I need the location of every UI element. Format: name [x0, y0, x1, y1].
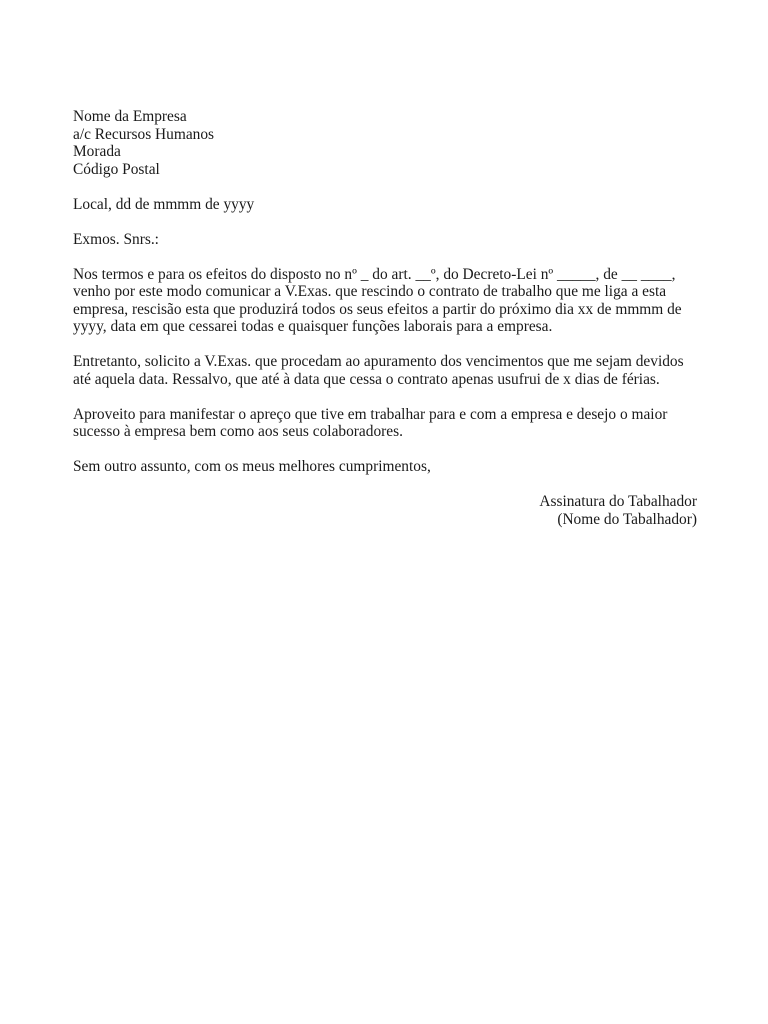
- spacer: [73, 476, 697, 494]
- closing-line: Sem outro assunto, com os meus melhores cumprimentos,: [73, 458, 431, 475]
- signature-block: [73, 493, 697, 528]
- recipient-address: Morada: [73, 143, 121, 160]
- spacer: [73, 213, 697, 231]
- paragraph-appreciation: [73, 406, 697, 441]
- paragraph-line: yyyy, data em que cessarei todas e quaisquer funções laborais para a empresa.: [73, 318, 553, 335]
- recipient-attention: a/c Recursos Humanos: [73, 125, 215, 143]
- recipient-postal-code: Código Postal: [73, 160, 160, 178]
- date-line: Local, dd de mmmm de yyyy: [73, 195, 255, 213]
- paragraph-line: sucesso à empresa bem como aos seus colaboradores.: [73, 423, 403, 440]
- signature-name: (Nome do Tabalhador): [557, 510, 697, 528]
- spacer: [73, 441, 697, 459]
- paragraph-line: Aproveito para manifestar o apreço que tive em trabalhar para e com a empresa e desejo o maior: [73, 405, 668, 423]
- spacer: [73, 248, 697, 266]
- recipient-block: [73, 108, 697, 178]
- paragraph-line: empresa, rescisão esta que produzirá todos os seus efeitos a partir do próximo dia xx de mmmm de: [73, 300, 682, 318]
- paragraph-line: Nos termos e para os efeitos do disposto no nº _ do art. __º, do Decreto-Lei nº _____, de __ ____,: [73, 265, 676, 283]
- letter-document: [73, 108, 697, 528]
- paragraph-line: até aquela data. Ressalvo, que até à data que cessa o contrato apenas usufrui de x dias de férias.: [73, 370, 660, 388]
- salutation: Exmos. Snrs.:: [73, 230, 159, 248]
- paragraph-line: venho por este modo comunicar a V.Exas. que rescindo o contrato de trabalho que me liga a esta: [73, 283, 667, 300]
- spacer: [73, 336, 697, 354]
- spacer: [73, 388, 697, 406]
- paragraph-rescission: [73, 266, 697, 336]
- spacer: [73, 178, 697, 196]
- paragraph-salary: [73, 353, 697, 388]
- recipient-company: Nome da Empresa: [73, 108, 187, 125]
- paragraph-line: Entretanto, solicito a V.Exas. que procedam ao apuramento dos vencimentos que me sejam devidos: [73, 353, 684, 370]
- signature-line: Assinatura do Tabalhador: [539, 493, 697, 510]
